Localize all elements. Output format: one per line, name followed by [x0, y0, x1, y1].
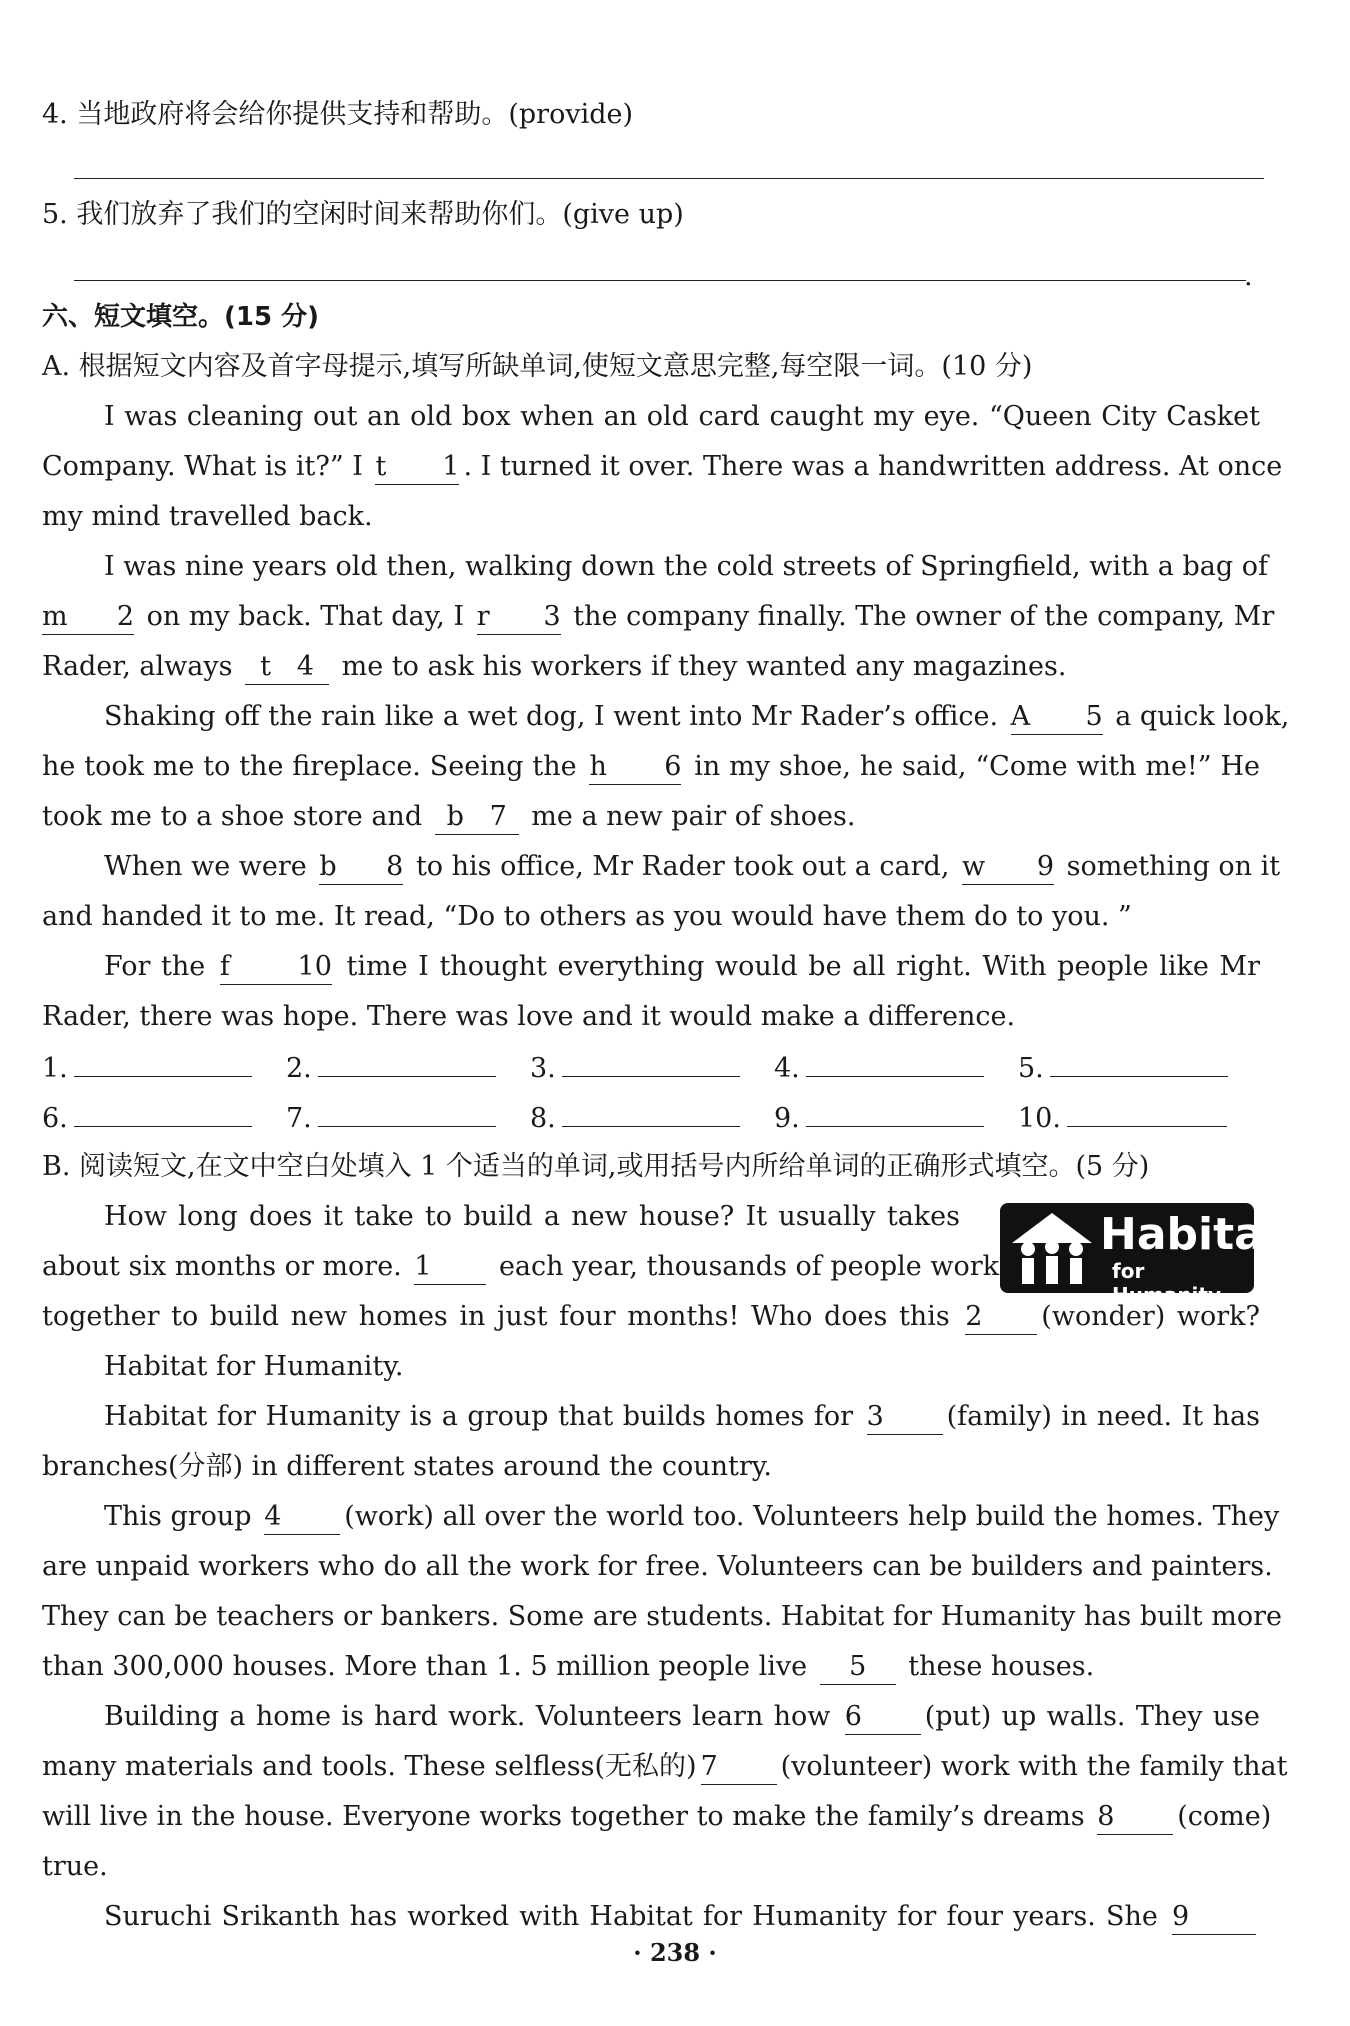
part-b-line: branches(分部) in different states around the country. [42, 1451, 773, 1482]
part-a-line: For the f 10 time I thought everything would be all right. With people like Mr [104, 942, 1260, 992]
part-b-line: about six months or more. 1 each year, thousands of people work [42, 1242, 960, 1292]
answer-slot[interactable]: 10. [1018, 1098, 1227, 1139]
question-5: 5. 我们放弃了我们的空闲时间来帮助你们。(give up) [42, 199, 684, 230]
blank-a-4[interactable]: t 4 [245, 650, 329, 685]
blank-b-8[interactable]: 8 [1097, 1800, 1173, 1835]
habitat-logo [1000, 1203, 1285, 1307]
part-b-line: will live in the house. Everyone works together to make the family’s dreams 8 (come) [42, 1792, 1260, 1842]
section-title: 六、短文填空。(15 分) [42, 302, 319, 332]
blank-a-6[interactable]: h 6 [589, 750, 681, 785]
part-b-line: are unpaid workers who do all the work for free. Volunteers can be builders and painters. [42, 1551, 1273, 1582]
answer-slot[interactable]: 8. [530, 1098, 740, 1139]
blank-a-1[interactable]: t 1 [375, 450, 459, 485]
answer-slot[interactable]: 9. [774, 1098, 984, 1139]
page-number: · 238 · [633, 1938, 717, 1967]
part-b-line: Habitat for Humanity is a group that builds homes for 3 (family) in need. It has [104, 1392, 1260, 1442]
part-b-line: Habitat for Humanity. [104, 1351, 404, 1382]
answer-slot[interactable]: 7. [286, 1098, 496, 1139]
blank-b-3[interactable]: 3 [867, 1400, 943, 1435]
part-b-instruction: B. 阅读短文,在文中空白处填入 1 个适当的单词,或用括号内所给单词的正确形式填空。(5 分) [42, 1151, 1150, 1182]
part-a-line: I was nine years old then, walking down the cold streets of Springfield, with a bag of [104, 551, 1268, 582]
part-a-line: he took me to the fireplace. Seeing the h 6 in my shoe, he said, “Come with me!” He [42, 742, 1260, 792]
part-a-line: m 2 on my back. That day, I r 3 the company finally. The owner of the company, Mr [42, 592, 1260, 642]
answer-slot[interactable]: 2. [286, 1048, 496, 1089]
blank-b-9[interactable]: 9 [1172, 1900, 1256, 1935]
logo-text-humanity: for Humanity [1112, 1259, 1222, 1307]
part-a-line: Shaking off the rain like a wet dog, I went into Mr Rader’s office. A 5 a quick look, [104, 692, 1260, 742]
blank-b-5[interactable]: 5 [820, 1650, 896, 1685]
part-b-line: Suruchi Srikanth has worked with Habitat for Humanity for four years. She 9 [104, 1892, 1260, 1942]
blank-b-2[interactable]: 2 [965, 1300, 1037, 1335]
answer-line-4[interactable] [74, 178, 1264, 179]
logo-text-habitat: Habitat [1100, 1209, 1285, 1260]
blank-a-7[interactable]: b 7 [435, 800, 519, 835]
blank-a-5[interactable]: A 5 [1011, 700, 1103, 735]
question-4: 4. 当地政府将会给你提供支持和帮助。(provide) [42, 99, 634, 130]
answer-slot[interactable]: 5. [1018, 1048, 1228, 1089]
part-b-line: many materials and tools. These selfless(无私的) 7 (volunteer) work with the family that [42, 1742, 1260, 1792]
answer-slot[interactable]: 3. [530, 1048, 740, 1089]
answer-slot[interactable]: 1. [42, 1048, 252, 1089]
part-a-line: I was cleaning out an old box when an old card caught my eye. “Queen City Casket [104, 401, 1260, 432]
part-b-line: They can be teachers or bankers. Some are students. Habitat for Humanity has built more [42, 1601, 1282, 1632]
part-a-line: and handed it to me. It read, “Do to others as you would have them do to you. ” [42, 901, 1132, 932]
blank-b-4[interactable]: 4 [264, 1500, 340, 1535]
blank-b-6[interactable]: 6 [845, 1700, 921, 1735]
blank-a-3[interactable]: r 3 [477, 600, 561, 635]
part-b-line: This group 4 (work) all over the world too. Volunteers help build the homes. They [104, 1492, 1260, 1542]
blank-b-1[interactable]: 1 [414, 1250, 486, 1285]
habitat-people-house-icon [1004, 1203, 1100, 1293]
answer-line-5[interactable] [74, 280, 1246, 281]
part-b-line: How long does it take to build a new house? It usually takes [104, 1201, 960, 1232]
part-a-line: Rader, always t 4 me to ask his workers if they wanted any magazines. [42, 642, 1260, 692]
answer-slot[interactable]: 6. [42, 1098, 252, 1139]
blank-b-7[interactable]: 7 [701, 1750, 777, 1785]
part-b-line: Building a home is hard work. Volunteers learn how 6 (put) up walls. They use [104, 1692, 1260, 1742]
part-a-line: took me to a shoe store and b 7 me a new pair of shoes. [42, 792, 1260, 842]
blank-a-9[interactable]: w 9 [962, 850, 1054, 885]
part-a-line: When we were b 8 to his office, Mr Rader took out a card, w 9 something on it [104, 842, 1260, 892]
part-a-line: Rader, there was hope. There was love and it would make a difference. [42, 1001, 1016, 1032]
period-mark: . [1244, 261, 1253, 292]
part-a-line: Company. What is it?” I t 1 . I turned it over. There was a handwritten address. At once [42, 442, 1260, 492]
blank-a-10[interactable]: f 10 [220, 950, 332, 985]
part-b-line: together to build new homes in just four months! Who does this 2 (wonder) work? [42, 1292, 1260, 1342]
part-b-line: true. [42, 1851, 108, 1882]
part-b-line: than 300,000 houses. More than 1. 5 million people live 5 these houses. [42, 1642, 1260, 1692]
part-a-instruction: A. 根据短文内容及首字母提示,填写所缺单词,使短文意思完整,每空限一词。(10 分) [42, 351, 1033, 382]
blank-a-2[interactable]: m 2 [42, 600, 134, 635]
answer-slot[interactable]: 4. [774, 1048, 984, 1089]
part-a-line: my mind travelled back. [42, 501, 373, 532]
blank-a-8[interactable]: b 8 [319, 850, 403, 885]
